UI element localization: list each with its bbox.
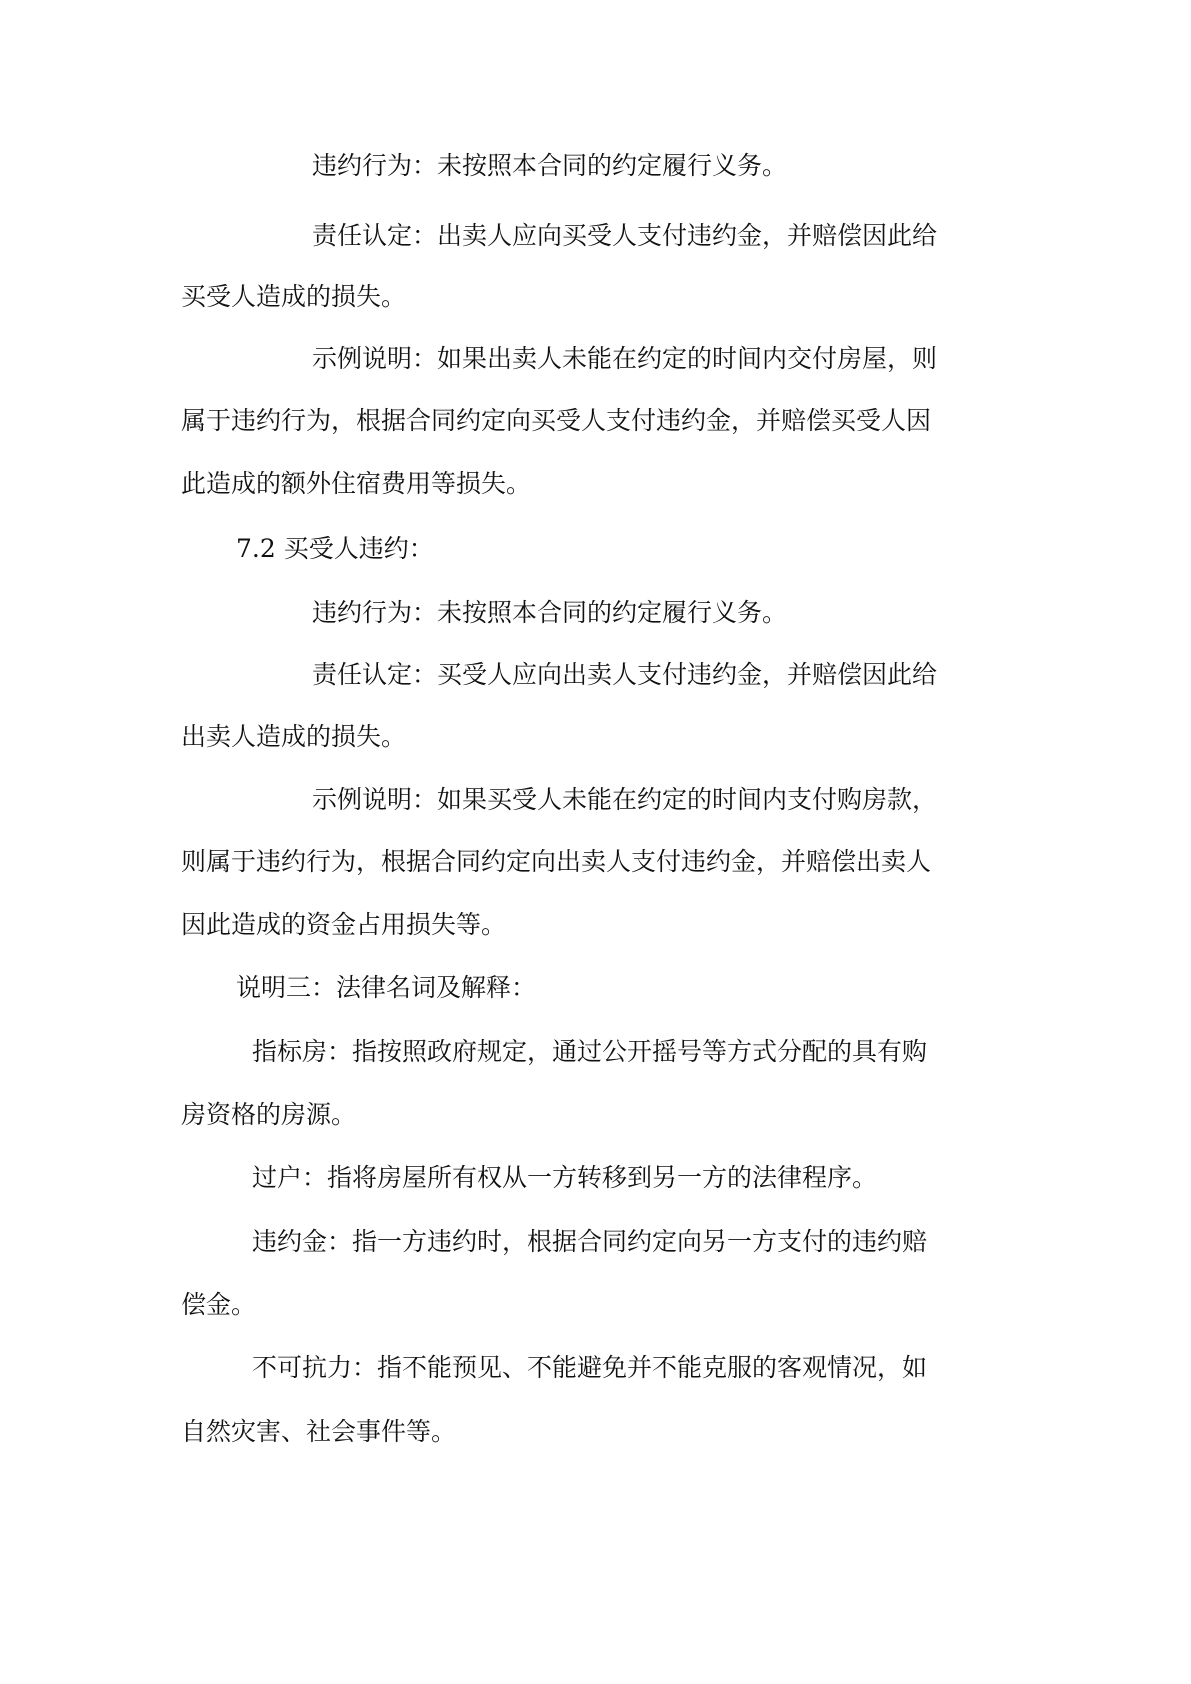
- buyer-breach-heading: 7.2 买受人违约：: [236, 534, 434, 563]
- seller-breach-behavior: 违约行为：未按照本合同的约定履行义务。: [312, 151, 788, 180]
- buyer-example-line-2: 则属于违约行为，根据合同约定向出卖人支付违约金，并赔偿出卖人: [181, 847, 932, 876]
- buyer-breach-behavior: 违约行为：未按照本合同的约定履行义务。: [312, 598, 788, 627]
- seller-liability-line-2: 买受人造成的损失。: [181, 282, 407, 311]
- seller-example-line-3: 此造成的额外住宿费用等损失。: [181, 469, 532, 498]
- buyer-liability-line-2: 出卖人造成的损失。: [181, 722, 407, 751]
- glossary-quota-line-2: 房资格的房源。: [181, 1100, 357, 1129]
- glossary-transfer: 过户：指将房屋所有权从一方转移到另一方的法律程序。: [252, 1163, 878, 1192]
- glossary-penalty-line-2: 偿金。: [181, 1290, 257, 1319]
- seller-example-line-2: 属于违约行为，根据合同约定向买受人支付违约金，并赔偿买受人因: [181, 406, 932, 435]
- buyer-example-line-1: 示例说明：如果买受人未能在约定的时间内支付购房款，: [312, 785, 938, 814]
- seller-liability-line-1: 责任认定：出卖人应向买受人支付违约金，并赔偿因此给: [312, 221, 938, 250]
- buyer-liability-line-1: 责任认定：买受人应向出卖人支付违约金，并赔偿因此给: [312, 660, 938, 689]
- glossary-force-majeure-line-2: 自然灾害、社会事件等。: [181, 1417, 457, 1446]
- glossary-heading: 说明三：法律名词及解释：: [236, 973, 537, 1002]
- buyer-example-line-3: 因此造成的资金占用损失等。: [181, 910, 507, 939]
- glossary-penalty-line-1: 违约金：指一方违约时，根据合同约定向另一方支付的违约赔: [252, 1227, 928, 1256]
- glossary-quota-line-1: 指标房：指按照政府规定，通过公开摇号等方式分配的具有购: [252, 1037, 928, 1066]
- glossary-force-majeure-line-1: 不可抗力：指不能预见、不能避免并不能克服的客观情况，如: [252, 1353, 928, 1382]
- seller-example-line-1: 示例说明：如果出卖人未能在约定的时间内交付房屋，则: [312, 344, 938, 373]
